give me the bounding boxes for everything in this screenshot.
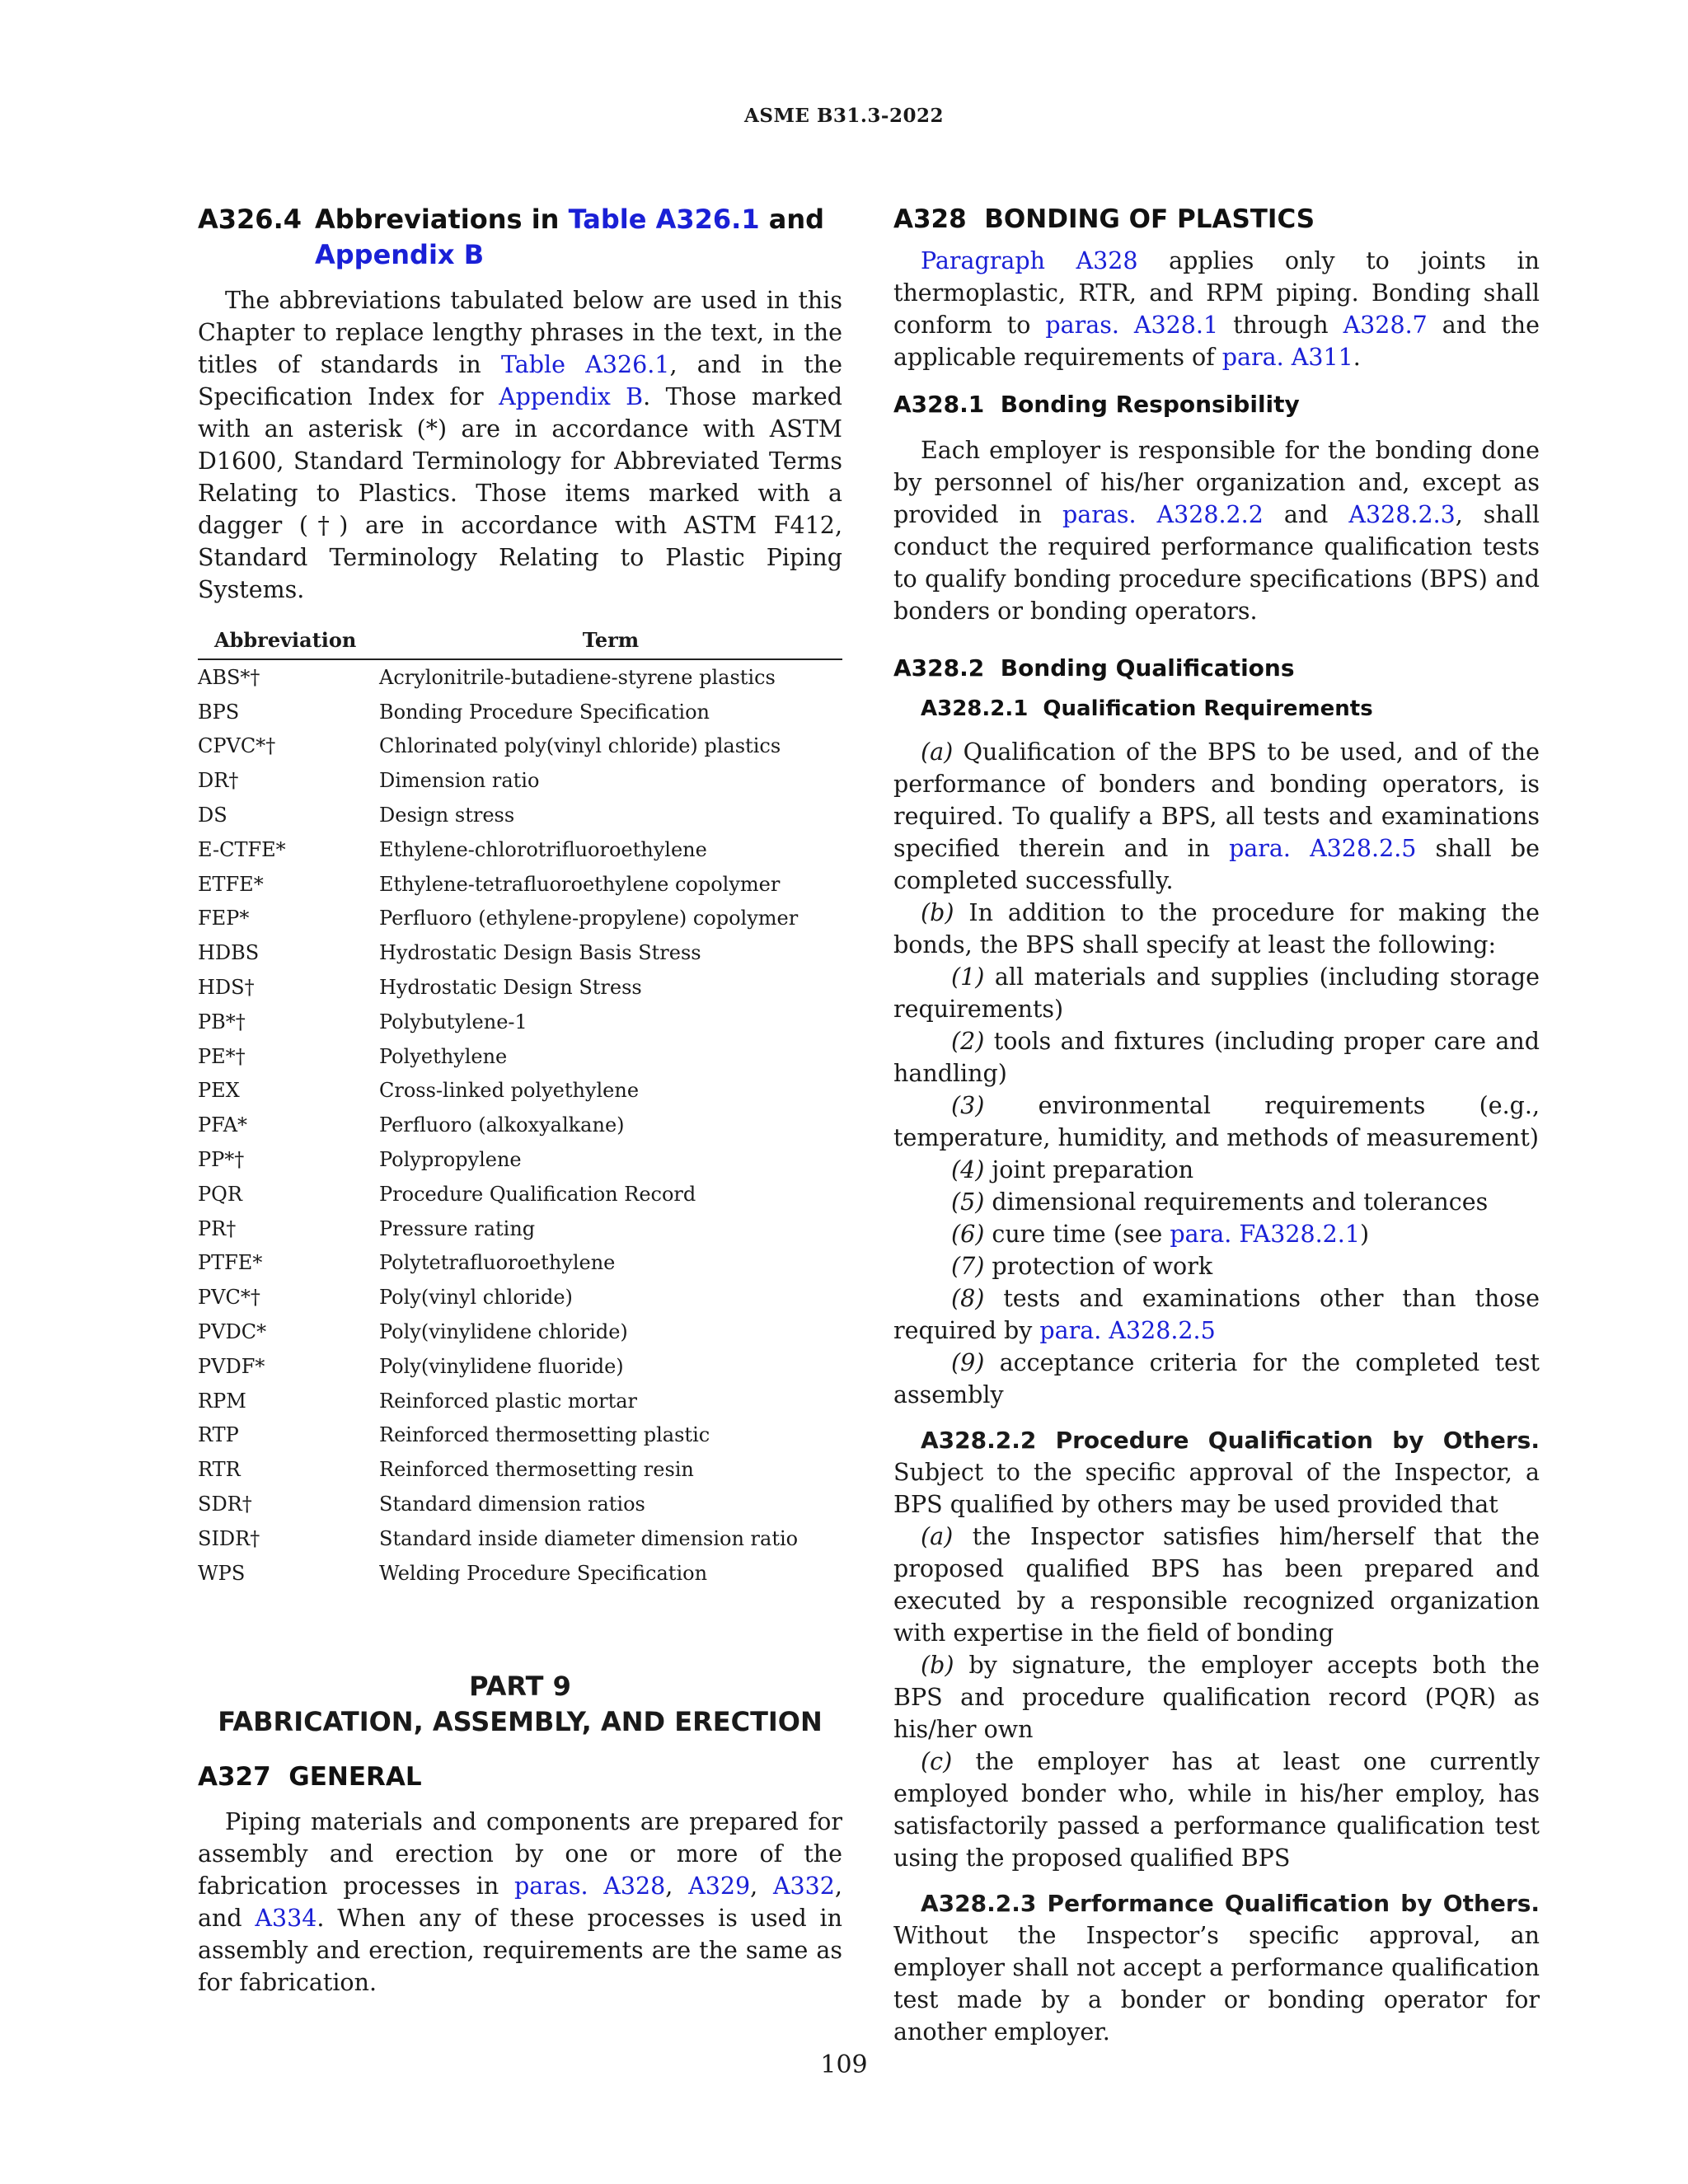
- term-cell: Standard dimension ratios: [379, 1493, 645, 1516]
- abbreviations-table-body: [198, 659, 842, 1591]
- table-row: [198, 729, 842, 764]
- column-header-abbreviation: Abbreviation: [198, 627, 379, 659]
- term-cell: Polyethylene: [379, 1044, 508, 1068]
- term-cell: Polypropylene: [379, 1148, 522, 1172]
- table-row: [198, 1074, 842, 1108]
- table-a326-1-link[interactable]: Table A326.1: [500, 351, 670, 378]
- table-row: [198, 1556, 842, 1591]
- term-cell: Acrylonitrile-butadiene-styrene plastics: [379, 665, 776, 689]
- heading-number: A326.4: [198, 204, 302, 235]
- heading-text: Abbreviations in Table A326.1 and Appendix B: [314, 204, 824, 270]
- para-fa328-2-1-link[interactable]: para. FA328.2.1: [1170, 1221, 1360, 1248]
- table-row: [198, 1142, 842, 1177]
- abbreviation-cell: DS: [198, 804, 227, 827]
- paragraph-a328-link[interactable]: Paragraph A328: [921, 247, 1138, 274]
- term-cell: Bonding Procedure Specification: [379, 700, 710, 724]
- paras-a328-1-link[interactable]: paras. A328.1: [1045, 312, 1219, 339]
- term-cell: Polytetrafluoroethylene: [379, 1251, 616, 1275]
- abbreviation-cell: E-CTFE*: [198, 837, 286, 861]
- abbreviation-cell: PFA*: [198, 1113, 248, 1137]
- heading-a326-4: [198, 202, 842, 273]
- abbreviations-intro: The abbreviations tabulated below are used in this Chapter to replace lengthy phrases in the text, in the titles of standards in Table A326.1, and in the Specification Index for Appendix B. Those marked with an asterisk (*) are in accordance with ASTM D1600, Standard Terminology for Abbreviated Terms Relating to Plastics. Those items marked with a dagger (†) are in accordance with ASTM F412, Standard Terminology Relating to Plastic Piping Systems.: [198, 287, 842, 603]
- term-cell: Polybutylene-1: [379, 1010, 528, 1033]
- abbreviation-cell: HDS†: [198, 976, 255, 1000]
- paras-a328-2-2-link[interactable]: paras. A328.2.2: [1062, 501, 1264, 528]
- a327-paragraph: Piping materials and components are prepared for assembly and erection by one or more of the fabrication processes in paras. A328, A329, A332, and A334. When any of these processes is used in assembly and erection, requirements are the same as for fabrication.: [198, 1807, 843, 1996]
- running-head: ASME B31.3-2022: [744, 105, 944, 127]
- a328-2-2-paragraph: A328.2.2 Procedure Qualification by Others. Subject to the specific approval of the Inspector, a BPS qualified by others may be used provided that: [893, 1427, 1540, 1518]
- bps-item-3: (3) environmental requirements (e.g., temperature, humidity, and methods of measurement): [893, 1092, 1540, 1151]
- column-header-term: Term: [379, 627, 842, 659]
- abbreviation-cell: RTP: [198, 1423, 239, 1447]
- table-row: [198, 1005, 842, 1039]
- bps-item-1: (1) all materials and supplies (including storage requirements): [893, 963, 1540, 1023]
- term-cell: Perfluoro (ethylene-propylene) copolymer: [379, 907, 799, 930]
- term-cell: Pressure rating: [379, 1216, 536, 1240]
- para-a329-link[interactable]: A329: [688, 1872, 751, 1900]
- bps-item-9: (9) acceptance criteria for the completed test assembly: [893, 1349, 1540, 1408]
- table-row: [198, 1039, 842, 1074]
- abbreviation-cell: PEX: [198, 1079, 240, 1103]
- bps-item-5: (5) dimensional requirements and tolerances: [951, 1188, 1489, 1216]
- abbreviation-cell: WPS: [198, 1561, 246, 1585]
- term-cell: Hydrostatic Design Stress: [379, 976, 642, 1000]
- a328-2-2-item-c: (c) the employer has at least one currently employed bonder who, while in his/her employ, has satisfactorily passed a performance qualification test using the proposed qualified BPS: [893, 1748, 1540, 1872]
- bps-item-7: (7) protection of work: [951, 1253, 1213, 1280]
- a328-2-3-paragraph: A328.2.3 Performance Qualification by Others. Without the Inspector’s specific approval, an employer shall not accept a performance qualification test made by a bonder or bonding operator for another employer.: [893, 1890, 1540, 2046]
- table-row: [198, 1108, 842, 1142]
- table-a326-1-link[interactable]: Table A326.1: [568, 204, 760, 235]
- heading-a328-1: A328.1 Bonding Responsibility: [893, 391, 1300, 418]
- para-a328-2-5-link[interactable]: para. A328.2.5: [1229, 835, 1417, 862]
- heading-a328-2: A328.2 Bonding Qualifications: [893, 654, 1295, 682]
- table-row: [198, 1384, 842, 1418]
- heading-a328-2-3: A328.2.3 Performance Qualification by Others.: [921, 1890, 1540, 1917]
- abbreviation-cell: HDBS: [198, 941, 260, 965]
- table-row: [198, 659, 842, 695]
- abbreviation-cell: RTR: [198, 1458, 241, 1482]
- term-cell: Dimension ratio: [379, 769, 540, 793]
- a328-2-3-link[interactable]: A328.2.3: [1348, 501, 1456, 528]
- abbreviation-cell: FEP*: [198, 907, 250, 930]
- table-row: [198, 1418, 842, 1453]
- para-a332-link[interactable]: A332: [772, 1872, 835, 1900]
- term-cell: Ethylene-chlorotrifluoroethylene: [379, 837, 707, 861]
- abbreviation-cell: PVC*†: [198, 1286, 260, 1310]
- table-row: [198, 935, 842, 970]
- table-row: [198, 867, 842, 902]
- term-cell: Reinforced thermosetting resin: [379, 1458, 694, 1482]
- abbreviation-cell: PB*†: [198, 1010, 246, 1033]
- term-cell: Design stress: [379, 804, 515, 827]
- page-number: 109: [820, 2050, 868, 2079]
- bps-requirements-list: [893, 961, 1540, 1218]
- table-row: [198, 1349, 842, 1384]
- term-cell: Poly(vinylidene chloride): [379, 1320, 628, 1344]
- abbreviation-cell: RPM: [198, 1389, 246, 1413]
- term-cell: Chlorinated poly(vinyl chloride) plastics: [379, 734, 781, 758]
- abbreviation-cell: PR†: [198, 1216, 237, 1240]
- table-row: [198, 970, 842, 1005]
- left-column: [198, 202, 842, 1999]
- abbreviation-cell: PQR: [198, 1182, 242, 1206]
- appendix-b-link[interactable]: Appendix B: [499, 383, 644, 410]
- abbreviation-cell: PP*†: [198, 1148, 245, 1172]
- heading-a328: A328 BONDING OF PLASTICS: [893, 204, 1315, 234]
- abbreviations-table: [198, 627, 842, 1591]
- a328-2-1-item-a: (a) Qualification of the BPS to be used, and of the performance of bonders and bonding operators, is required. To qualify a BPS, all tests and examinations specified therein and in para. A328.2.5 shall be completed successfully.: [893, 738, 1540, 894]
- a328-2-2-item-b: (b) by signature, the employer accepts both the BPS and procedure qualification record (PQR) as his/her own: [893, 1652, 1540, 1743]
- table-row: [198, 763, 842, 798]
- table-row: [198, 695, 842, 729]
- term-cell: Procedure Qualification Record: [379, 1182, 696, 1206]
- heading-a328-2-2: A328.2.2 Procedure Qualification by Others.: [921, 1427, 1540, 1454]
- abbreviation-cell: DR†: [198, 769, 239, 793]
- table-row: [198, 1280, 842, 1315]
- table-row: [198, 1246, 842, 1281]
- abbreviation-cell: ETFE*: [198, 872, 264, 896]
- para-a334-link[interactable]: A334: [255, 1904, 317, 1932]
- table-row: [198, 1315, 842, 1349]
- table-row: [198, 902, 842, 936]
- abbreviation-cell: PVDC*: [198, 1320, 267, 1344]
- term-cell: Poly(vinylidene fluoride): [379, 1354, 624, 1378]
- term-cell: Cross-linked polyethylene: [379, 1079, 640, 1103]
- abbreviation-cell: PTFE*: [198, 1251, 263, 1275]
- a328-2-2-item-a: (a) the Inspector satisfies him/herself that the proposed qualified BPS has been prepared and executed by a responsible recognized organization with expertise in the field of bonding: [893, 1523, 1540, 1647]
- bps-item-2: (2) tools and fixtures (including proper care and handling): [893, 1028, 1540, 1087]
- table-row: [198, 1521, 842, 1556]
- para-a328-link[interactable]: paras. A328: [513, 1872, 666, 1900]
- table-row: [198, 1452, 842, 1487]
- a328-paragraph: Paragraph A328 applies only to joints in thermoplastic, RTR, and RPM piping. Bonding shall conform to paras. A328.1 through A328.7 and the applicable requirements of para. A311.: [893, 247, 1540, 371]
- term-cell: Standard inside diameter dimension ratio: [379, 1526, 799, 1550]
- table-row: [198, 1212, 842, 1246]
- heading-a327: A327 GENERAL: [198, 1761, 422, 1792]
- abbreviation-cell: BPS: [198, 700, 240, 724]
- abbreviation-cell: SIDR†: [198, 1526, 260, 1550]
- abbreviation-cell: SDR†: [198, 1493, 252, 1516]
- heading-a328-2-1: A328.2.1 Qualification Requirements: [921, 696, 1373, 721]
- table-row: [198, 1487, 842, 1521]
- abbreviation-cell: CPVC*†: [198, 734, 276, 758]
- table-row: [198, 798, 842, 832]
- bps-item-8: (8) tests and examinations other than those required by para. A328.2.5: [893, 1285, 1540, 1344]
- term-cell: Perfluoro (alkoxyalkane): [379, 1113, 625, 1137]
- term-cell: Welding Procedure Specification: [379, 1561, 708, 1585]
- table-row: [198, 832, 842, 867]
- abbreviation-cell: PE*†: [198, 1044, 246, 1068]
- appendix-b-link[interactable]: Appendix B: [314, 239, 485, 270]
- part-number: PART 9: [469, 1670, 571, 1702]
- a328-1-paragraph: Each employer is responsible for the bonding done by personnel of his/her organization and, except as provided in paras. A328.2.2 and A328.2.3, shall conduct the required performance qualification tests to qualify bonding procedure specifications (BPS) and bonders or bonding operators.: [893, 437, 1540, 625]
- para-a328-2-5-link[interactable]: para. A328.2.5: [1039, 1317, 1216, 1344]
- table-row: [198, 1177, 842, 1212]
- para-a311-link[interactable]: para. A311: [1221, 344, 1353, 371]
- bps-item-4: (4) joint preparation: [951, 1156, 1194, 1183]
- term-cell: Reinforced plastic mortar: [379, 1389, 638, 1413]
- term-cell: Ethylene-tetrafluoroethylene copolymer: [379, 872, 781, 896]
- term-cell: Reinforced thermosetting plastic: [379, 1423, 710, 1447]
- bps-item-6: (6) cure time (see para. FA328.2.1): [951, 1221, 1370, 1248]
- a328-2-1-item-b: (b) In addition to the procedure for making the bonds, the BPS shall specify at least the following:: [893, 899, 1540, 958]
- part-title: FABRICATION, ASSEMBLY, AND ERECTION: [218, 1705, 823, 1737]
- abbreviation-cell: ABS*†: [198, 665, 260, 689]
- right-column: [893, 202, 1540, 2048]
- term-cell: Poly(vinyl chloride): [379, 1286, 573, 1310]
- abbreviation-cell: PVDF*: [198, 1354, 265, 1378]
- term-cell: Hydrostatic Design Basis Stress: [379, 941, 701, 965]
- table-header-row: [198, 627, 842, 659]
- a328-7-link[interactable]: A328.7: [1343, 312, 1428, 339]
